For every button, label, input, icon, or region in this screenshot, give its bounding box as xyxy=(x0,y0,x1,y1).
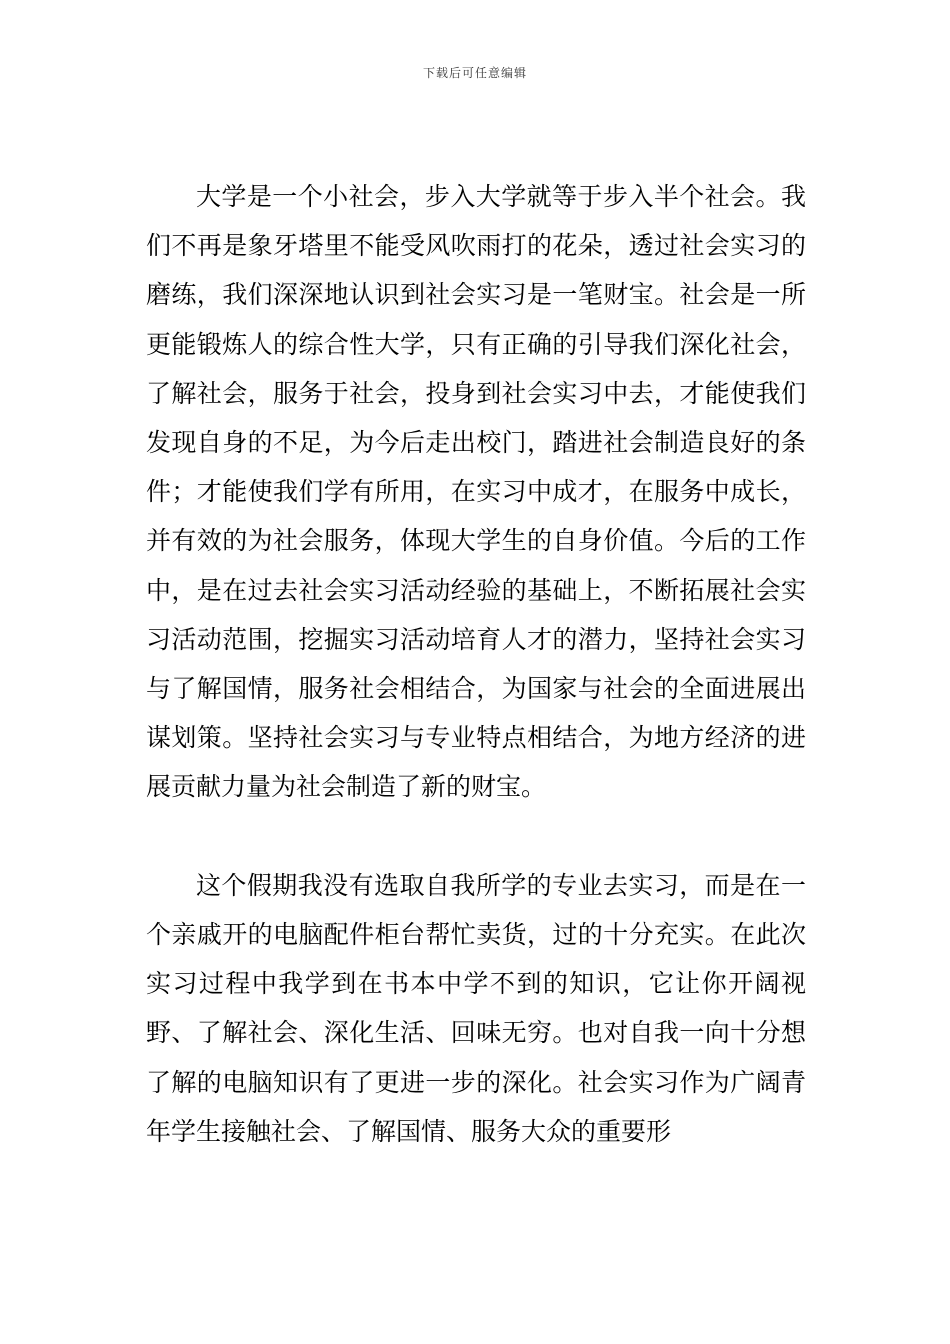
document-body xyxy=(146,172,806,1156)
paragraph-1: 大学是一个小社会，步入大学就等于步入半个社会。我们不再是象牙塔里不能受风吹雨打的花朵，透过社会实习的磨练，我们深深地认识到社会实习是一笔财宝。社会是一所更能锻炼人的综合性大学，只有正确的引导我们深化社会，了解社会，服务于社会，投身到社会实习中去，才能使我们发现自身的不足，为今后走出校门，踏进社会制造良好的条件；才能使我们学有所用，在实习中成才，在服务中成长，并有效的为社会服务，体现大学生的自身价值。今后的工作中，是在过去社会实习活动经验的基础上，不断拓展社会实习活动范围，挖掘实习活动培育人才的潜力，坚持社会实习与了解国情，服务社会相结合，为国家与社会的全面进展出谋划策。坚持社会实习与专业特点相结合，为地方经济的进展贡献力量为社会制造了新的财宝。 xyxy=(146,182,806,802)
page-header-note: 下载后可任意编辑 xyxy=(422,66,527,80)
paragraph-2: 这个假期我没有选取自我所学的专业去实习，而是在一个亲戚开的电脑配件柜台帮忙卖货，过的十分充实。在此次实习过程中我学到在书本中学不到的知识，它让你开阔视野、了解社会、深化生活、回味无穷。也对自我一向十分想了解的电脑知识有了更进一步的深化。社会实习作为广阔青年学生接触社会、了解国情、服务大众的重要形 xyxy=(146,870,806,1146)
